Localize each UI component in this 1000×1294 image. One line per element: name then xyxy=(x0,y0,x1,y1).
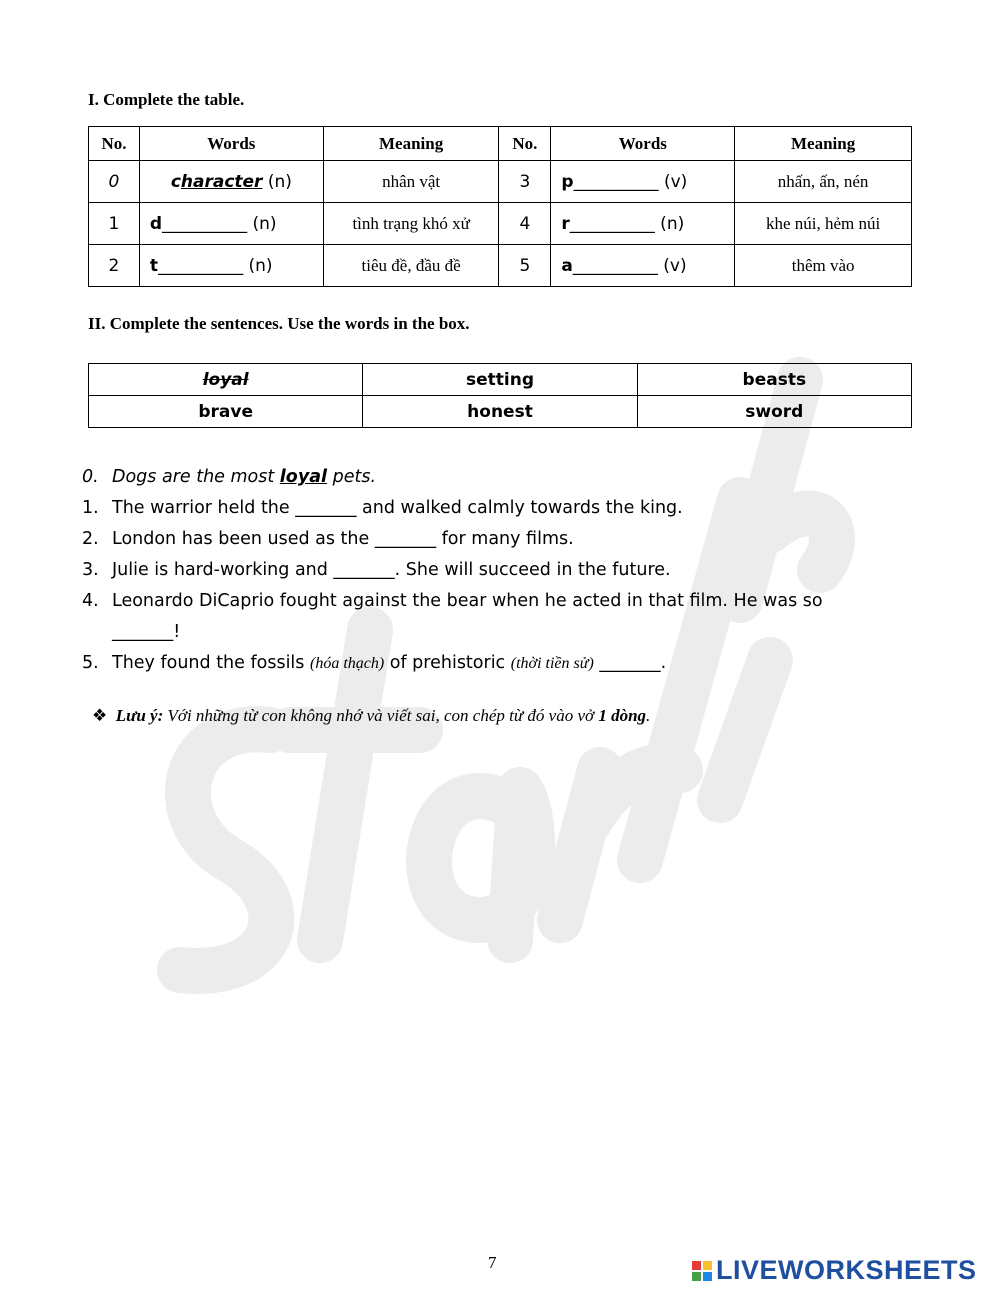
table-row xyxy=(89,161,912,203)
liveworksheets-logo[interactable] xyxy=(692,1255,977,1286)
note: ❖ Lưu ý: Với những từ con không nhớ và viết sai, con chép từ đó vào vở 1 dòng. xyxy=(92,706,651,725)
row-number: 3 xyxy=(499,161,551,203)
header-words: Words xyxy=(139,127,323,161)
word-meaning: nhân vật xyxy=(323,161,499,203)
header-words: Words xyxy=(551,127,735,161)
word-box xyxy=(88,363,912,428)
section1-heading: I. Complete the table. xyxy=(88,90,245,109)
logo-square-icon xyxy=(692,1261,701,1270)
header-no: No. xyxy=(499,127,551,161)
table-row xyxy=(89,245,912,287)
logo-square-icon xyxy=(703,1261,712,1270)
word-blank-input[interactable]: a__________ (v) xyxy=(551,245,735,287)
word-meaning: tiêu đề, đầu đề xyxy=(323,245,499,287)
sentence-item[interactable]: 2. London has been used as the _______ for many films. xyxy=(82,529,574,549)
sentence-item[interactable]: 4. Leonardo DiCaprio fought against the bear when he acted in that film. He was so _______! xyxy=(82,591,823,642)
word-box-row xyxy=(89,396,912,428)
logo-square-icon xyxy=(703,1272,712,1281)
row-number: 5 xyxy=(499,245,551,287)
row-number: 1 xyxy=(89,203,140,245)
word-box-row xyxy=(89,364,912,396)
word-meaning: thêm vào xyxy=(735,245,912,287)
word-blank-input[interactable]: t__________ (n) xyxy=(139,245,323,287)
row-number: 4 xyxy=(499,203,551,245)
word-box-item: loyal xyxy=(89,364,363,396)
section2-heading: II. Complete the sentences. Use the words in the box. xyxy=(88,314,470,333)
header-meaning: Meaning xyxy=(735,127,912,161)
logo-text: LIVEWORKSHEETS xyxy=(716,1255,977,1285)
word-meaning: khe núi, hẻm núi xyxy=(735,203,912,245)
header-no: No. xyxy=(89,127,140,161)
word-meaning: tình trạng khó xử xyxy=(323,203,499,245)
word-blank-input[interactable]: p__________ (v) xyxy=(551,161,735,203)
word-blank-input[interactable]: r__________ (n) xyxy=(551,203,735,245)
vocabulary-table xyxy=(88,126,912,287)
logo-icon xyxy=(692,1261,712,1281)
word-box-item: beasts xyxy=(637,364,911,396)
table-row xyxy=(89,203,912,245)
sentence-item[interactable]: 5. They found the fossils (hóa thạch) of prehistoric (thời tiền sử) _______. xyxy=(82,653,667,673)
sentence-list xyxy=(82,462,912,679)
word-box-item: setting xyxy=(363,364,637,396)
example-word: character (n) xyxy=(139,161,323,203)
row-number: 2 xyxy=(89,245,140,287)
word-box-item: sword xyxy=(637,396,911,428)
row-number: 0 xyxy=(89,161,140,203)
word-box-item: honest xyxy=(363,396,637,428)
word-blank-input[interactable]: d__________ (n) xyxy=(139,203,323,245)
logo-square-icon xyxy=(692,1272,701,1281)
page-number: 7 xyxy=(488,1253,497,1272)
diamond-bullet-icon: ❖ xyxy=(92,706,108,725)
header-meaning: Meaning xyxy=(323,127,499,161)
word-box-item: brave xyxy=(89,396,363,428)
sentence-item[interactable]: 1. The warrior held the _______ and walked calmly towards the king. xyxy=(82,498,683,518)
table-header-row xyxy=(89,127,912,161)
word-meaning: nhấn, ấn, nén xyxy=(735,161,912,203)
sentence-item[interactable]: 3. Julie is hard-working and _______. She will succeed in the future. xyxy=(82,560,671,580)
example-sentence: 0. Dogs are the most loyal pets. xyxy=(82,467,377,487)
